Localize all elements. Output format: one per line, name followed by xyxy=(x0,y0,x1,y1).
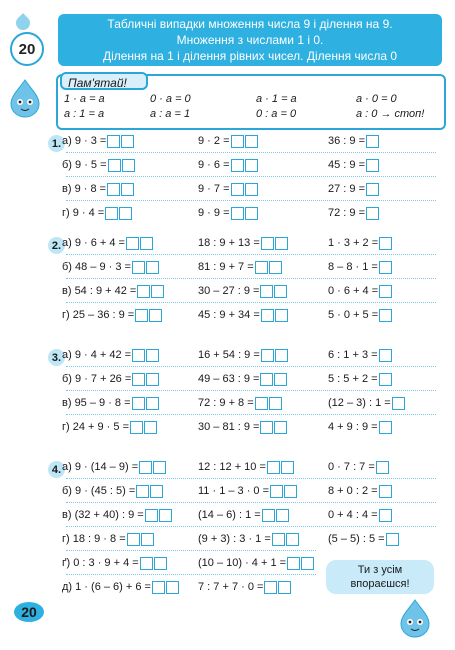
answer-box[interactable] xyxy=(231,159,244,172)
answer-box[interactable] xyxy=(281,461,294,474)
answer-box[interactable] xyxy=(159,509,172,522)
drop-mascot-icon xyxy=(398,598,432,638)
exercise xyxy=(328,460,389,474)
answer-box[interactable] xyxy=(107,135,120,148)
exercise xyxy=(328,134,379,148)
rule: a : 0 → стоп! xyxy=(356,108,425,120)
exercise-expression: 0 · 7 : 7 = xyxy=(328,461,375,473)
answer-box[interactable] xyxy=(274,373,287,386)
answer-box[interactable] xyxy=(132,349,145,362)
answer-box[interactable] xyxy=(231,207,244,220)
rule: 0 · a = 0 xyxy=(150,93,191,105)
answer-box[interactable] xyxy=(152,581,165,594)
exercise xyxy=(62,580,179,594)
title-line: Ділення на 1 і ділення рівних чисел. Ділення числа 0 xyxy=(102,49,398,63)
answer-box[interactable] xyxy=(276,509,289,522)
exercise xyxy=(62,348,159,362)
rule: a · 0 = 0 xyxy=(356,93,397,105)
dotted-line xyxy=(66,502,436,503)
answer-box[interactable] xyxy=(379,509,392,522)
exercise xyxy=(62,396,159,410)
dotted-line xyxy=(66,302,436,303)
answer-box[interactable] xyxy=(379,285,392,298)
exercise-expression: 6 : 1 + 3 = xyxy=(328,349,378,361)
exercise-expression: (12 – 3) : 1 = xyxy=(328,397,391,409)
answer-box[interactable] xyxy=(379,485,392,498)
exercise-expression: 9 · 9 = xyxy=(198,207,230,219)
answer-box[interactable] xyxy=(379,421,392,434)
exercise xyxy=(198,182,258,196)
exercise-expression: 18 : 9 + 13 = xyxy=(198,237,260,249)
answer-box[interactable] xyxy=(146,373,159,386)
answer-box[interactable] xyxy=(255,261,268,274)
answer-box[interactable] xyxy=(274,285,287,298)
answer-box[interactable] xyxy=(275,349,288,362)
exercise xyxy=(198,460,294,474)
exercise-expression: д) 1 · (6 – 6) + 6 = xyxy=(62,581,151,593)
answer-box[interactable] xyxy=(141,533,154,546)
answer-box[interactable] xyxy=(260,285,273,298)
task-number: 1. xyxy=(48,135,65,152)
exercise xyxy=(62,284,164,298)
exercise xyxy=(198,420,287,434)
exercise xyxy=(62,372,159,386)
answer-box[interactable] xyxy=(149,309,162,322)
answer-box[interactable] xyxy=(127,533,140,546)
answer-box[interactable] xyxy=(132,261,145,274)
exercise-expression: в) 95 – 9 · 8 = xyxy=(62,397,131,409)
answer-box[interactable] xyxy=(140,237,153,250)
dotted-line xyxy=(66,526,436,527)
exercise-expression: 9 · 7 = xyxy=(198,183,230,195)
page-number: 20 xyxy=(14,602,44,622)
exercise xyxy=(198,308,288,322)
dotted-line xyxy=(66,550,316,551)
exercise xyxy=(62,158,135,172)
answer-box[interactable] xyxy=(135,309,148,322)
exercise xyxy=(62,308,162,322)
exercise-expression: 45 : 9 = xyxy=(328,159,366,171)
answer-box[interactable] xyxy=(126,237,139,250)
exercise-expression: 27 : 9 = xyxy=(328,183,366,195)
exercise xyxy=(198,206,258,220)
answer-box[interactable] xyxy=(261,349,274,362)
exercise xyxy=(198,260,282,274)
answer-box[interactable] xyxy=(150,485,163,498)
exercise-expression: 49 – 63 : 9 = xyxy=(198,373,260,385)
answer-box[interactable] xyxy=(379,309,392,322)
exercise-expression: г) 25 – 36 : 9 = xyxy=(62,309,135,321)
answer-box[interactable] xyxy=(139,461,152,474)
dotted-line xyxy=(66,574,316,575)
answer-box[interactable] xyxy=(270,485,283,498)
answer-box[interactable] xyxy=(245,135,258,148)
exercise-expression: а) 9 · 6 + 4 = xyxy=(62,237,125,249)
answer-box[interactable] xyxy=(154,557,167,570)
exercise xyxy=(328,236,392,250)
answer-box[interactable] xyxy=(122,159,135,172)
task-number: 3. xyxy=(48,349,65,366)
drop-mascot-icon xyxy=(8,78,42,118)
answer-box[interactable] xyxy=(366,183,379,196)
dotted-line xyxy=(66,152,436,153)
answer-box[interactable] xyxy=(137,285,150,298)
answer-box[interactable] xyxy=(119,207,132,220)
exercise xyxy=(62,260,159,274)
exercise-expression: 0 · 6 + 4 = xyxy=(328,285,379,297)
exercise-expression: (14 – 6) : 1 = xyxy=(198,509,261,521)
encouragement-bubble xyxy=(326,560,434,594)
exercise xyxy=(62,508,172,522)
exercise xyxy=(198,236,288,250)
exercise xyxy=(198,158,258,172)
exercise xyxy=(198,532,299,546)
answer-box[interactable] xyxy=(231,183,244,196)
answer-box[interactable] xyxy=(105,207,118,220)
rule: 0 : a = 0 xyxy=(256,108,297,120)
exercise xyxy=(198,348,288,362)
exercise-expression: 30 – 81 : 9 = xyxy=(198,421,260,433)
exercise-expression: 8 – 8 · 1 = xyxy=(328,261,378,273)
exercise-expression: а) 9 · (14 – 9) = xyxy=(62,461,139,473)
answer-box[interactable] xyxy=(269,261,282,274)
answer-box[interactable] xyxy=(136,485,149,498)
exercise-expression: 8 + 0 : 2 = xyxy=(328,485,378,497)
exercise-expression: а) 9 · 3 = xyxy=(62,135,107,147)
exercise xyxy=(62,460,166,474)
answer-box[interactable] xyxy=(269,397,282,410)
exercise-expression: 36 : 9 = xyxy=(328,135,366,147)
exercise-expression: 7 : 7 + 7 · 0 = xyxy=(198,581,264,593)
answer-box[interactable] xyxy=(301,557,314,570)
exercise xyxy=(198,508,289,522)
rule: a · 1 = a xyxy=(256,93,297,105)
exercise xyxy=(62,420,157,434)
answer-box[interactable] xyxy=(366,207,379,220)
remember-label: Пам'ятай! xyxy=(60,72,148,90)
dotted-line xyxy=(66,478,436,479)
answer-box[interactable] xyxy=(366,135,379,148)
exercise xyxy=(62,182,134,196)
dotted-line xyxy=(66,176,436,177)
exercise xyxy=(62,134,134,148)
exercise xyxy=(328,260,392,274)
rule: 1 · a = a xyxy=(64,93,105,105)
dotted-line xyxy=(66,366,436,367)
exercise xyxy=(328,206,379,220)
exercise xyxy=(198,580,291,594)
exercise-expression: а) 9 · 4 + 42 = xyxy=(62,349,132,361)
cheer-line: впораєшся! xyxy=(350,578,410,590)
exercise-expression: 45 : 9 + 34 = xyxy=(198,309,260,321)
answer-box[interactable] xyxy=(132,397,145,410)
answer-box[interactable] xyxy=(267,461,280,474)
exercise xyxy=(62,236,153,250)
exercise xyxy=(62,206,132,220)
lesson-title-box xyxy=(58,14,442,66)
exercise-expression: 5 · 0 + 5 = xyxy=(328,309,379,321)
exercise-expression: 11 · 1 – 3 · 0 = xyxy=(198,485,270,497)
exercise xyxy=(328,372,392,386)
answer-box[interactable] xyxy=(264,581,277,594)
exercise xyxy=(328,532,399,546)
exercise-expression: 9 · 2 = xyxy=(198,135,230,147)
answer-box[interactable] xyxy=(144,421,157,434)
answer-box[interactable] xyxy=(245,207,258,220)
answer-box[interactable] xyxy=(245,183,258,196)
answer-box[interactable] xyxy=(261,237,274,250)
exercise-expression: 0 + 4 : 4 = xyxy=(328,509,378,521)
answer-box[interactable] xyxy=(108,159,121,172)
answer-box[interactable] xyxy=(275,309,288,322)
answer-box[interactable] xyxy=(278,581,291,594)
exercise xyxy=(328,158,379,172)
answer-box[interactable] xyxy=(121,135,134,148)
answer-box[interactable] xyxy=(153,461,166,474)
answer-box[interactable] xyxy=(146,261,159,274)
exercise xyxy=(198,396,282,410)
dotted-line xyxy=(66,200,436,201)
exercise-expression: б) 9 · 7 + 26 = xyxy=(62,373,132,385)
exercise-expression: б) 9 · (45 : 5) = xyxy=(62,485,136,497)
exercise xyxy=(328,182,379,196)
answer-box[interactable] xyxy=(140,557,153,570)
exercise-expression: 4 + 9 : 9 = xyxy=(328,421,378,433)
answer-box[interactable] xyxy=(260,421,273,434)
answer-box[interactable] xyxy=(145,509,158,522)
exercise-expression: г) 9 · 4 = xyxy=(62,207,105,219)
exercise xyxy=(328,484,392,498)
dotted-line xyxy=(66,414,436,415)
answer-box[interactable] xyxy=(146,349,159,362)
exercise-expression: б) 48 – 9 · 3 = xyxy=(62,261,131,273)
exercise-expression: г) 18 : 9 · 8 = xyxy=(62,533,126,545)
answer-box[interactable] xyxy=(166,581,179,594)
exercise-expression: (10 – 10) · 4 + 1 = xyxy=(198,557,287,569)
lesson-number-badge: 20 xyxy=(10,32,44,66)
exercise-expression: б) 9 · 5 = xyxy=(62,159,107,171)
answer-box[interactable] xyxy=(151,285,164,298)
exercise-expression: 72 : 9 + 8 = xyxy=(198,397,254,409)
exercise xyxy=(198,134,258,148)
answer-box[interactable] xyxy=(379,261,392,274)
exercise xyxy=(328,284,392,298)
exercise xyxy=(198,284,287,298)
exercise-expression: 12 : 12 + 10 = xyxy=(198,461,266,473)
answer-box[interactable] xyxy=(287,557,300,570)
dotted-line xyxy=(66,254,436,255)
dotted-line xyxy=(66,390,436,391)
task-number: 2. xyxy=(48,237,65,254)
dotted-line xyxy=(66,278,436,279)
drop-decoration xyxy=(13,13,33,33)
answer-box[interactable] xyxy=(272,533,285,546)
answer-box[interactable] xyxy=(260,373,273,386)
answer-box[interactable] xyxy=(262,509,275,522)
answer-box[interactable] xyxy=(274,421,287,434)
answer-box[interactable] xyxy=(132,373,145,386)
exercise xyxy=(198,484,297,498)
exercise-expression: 9 · 6 = xyxy=(198,159,230,171)
answer-box[interactable] xyxy=(379,373,392,386)
exercise xyxy=(198,556,314,570)
exercise xyxy=(62,556,167,570)
exercise-expression: 1 · 3 + 2 = xyxy=(328,237,379,249)
exercise xyxy=(328,420,392,434)
answer-box[interactable] xyxy=(231,135,244,148)
exercise xyxy=(328,308,392,322)
exercise xyxy=(198,372,287,386)
answer-box[interactable] xyxy=(379,237,392,250)
answer-box[interactable] xyxy=(245,159,258,172)
exercise-expression: 16 + 54 : 9 = xyxy=(198,349,260,361)
exercise-expression: 5 : 5 + 2 = xyxy=(328,373,378,385)
exercise-expression: 30 – 27 : 9 = xyxy=(198,285,260,297)
exercise xyxy=(328,348,392,362)
answer-box[interactable] xyxy=(286,533,299,546)
answer-box[interactable] xyxy=(261,309,274,322)
answer-box[interactable] xyxy=(376,461,389,474)
answer-box[interactable] xyxy=(284,485,297,498)
title-line: Табличні випадки множення числа 9 і ділення на 9. xyxy=(107,17,393,31)
exercise-expression: 72 : 9 = xyxy=(328,207,366,219)
answer-box[interactable] xyxy=(386,533,399,546)
answer-box[interactable] xyxy=(392,397,405,410)
answer-box[interactable] xyxy=(130,421,143,434)
exercise-expression: в) (32 + 40) : 9 = xyxy=(62,509,144,521)
exercise-expression: 81 : 9 + 7 = xyxy=(198,261,254,273)
answer-box[interactable] xyxy=(146,397,159,410)
rule: a : a = 1 xyxy=(150,108,191,120)
answer-box[interactable] xyxy=(275,237,288,250)
cheer-line: Ти з усім xyxy=(357,564,403,576)
exercise-expression: г) 24 + 9 · 5 = xyxy=(62,421,129,433)
answer-box[interactable] xyxy=(121,183,134,196)
exercise xyxy=(62,532,154,546)
exercise-expression: в) 54 : 9 + 42 = xyxy=(62,285,137,297)
answer-box[interactable] xyxy=(366,159,379,172)
task-number: 4. xyxy=(48,461,65,478)
exercise xyxy=(328,396,405,410)
exercise xyxy=(62,484,163,498)
exercise-expression: ґ) 0 : 3 · 9 + 4 = xyxy=(62,557,139,569)
answer-box[interactable] xyxy=(255,397,268,410)
exercise xyxy=(328,508,392,522)
exercise-expression: (5 – 5) : 5 = xyxy=(328,533,385,545)
title-line: Множення з числами 1 і 0. xyxy=(176,33,324,47)
answer-box[interactable] xyxy=(379,349,392,362)
rule: a : 1 = a xyxy=(64,108,105,120)
exercise-expression: (9 + 3) : 3 · 1 = xyxy=(198,533,271,545)
answer-box[interactable] xyxy=(107,183,120,196)
exercise-expression: в) 9 · 8 = xyxy=(62,183,107,195)
